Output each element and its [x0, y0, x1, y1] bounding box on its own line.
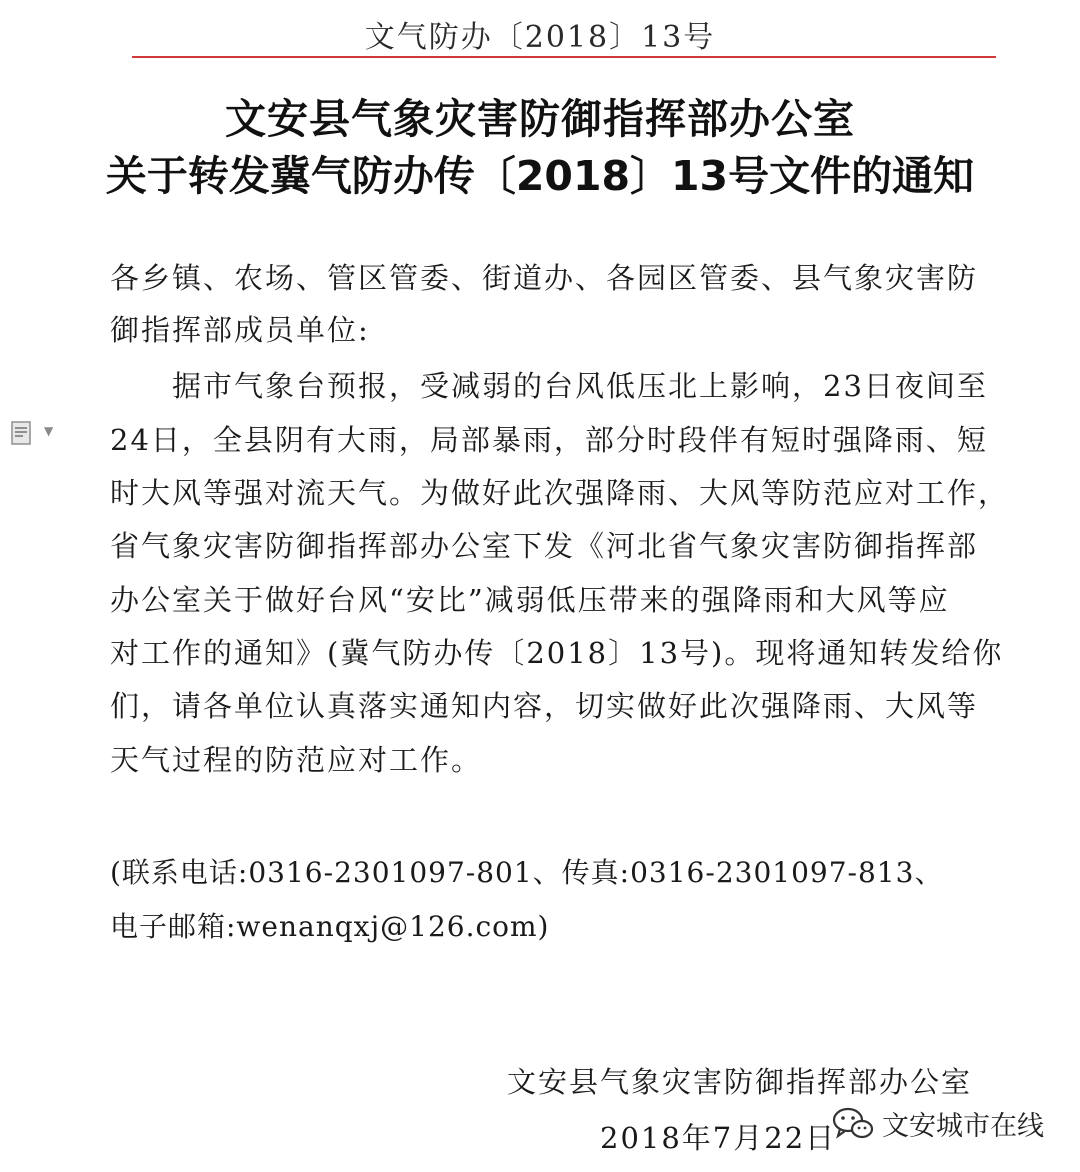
- body-line: 时大风等强对流天气。为做好此次强降雨、大风等防范应对工作，: [110, 476, 1010, 510]
- body-line: 各乡镇、农场、管区管委、街道办、各园区管委、县气象灾害防: [110, 261, 979, 295]
- doc-number: 文气防办〔2018〕13号: [364, 20, 716, 55]
- contact-info: [110, 846, 990, 954]
- body-line: 办公室关于做好台风“安比”减弱低压带来的强降雨和大风等应: [110, 583, 950, 617]
- contact-line-2: 电子邮箱:wenanqxj@126.com): [110, 910, 550, 943]
- title-line-1: 文安县气象灾害防御指挥部办公室: [225, 95, 855, 143]
- wechat-icon: [832, 1106, 874, 1142]
- body-line: 们，请各单位认真落实通知内容，切实做好此次强降雨、大风等: [110, 689, 979, 723]
- body-line: 据市气象台预报，受减弱的台风低压北上影响，23日夜间至: [172, 369, 988, 403]
- signature-org: 文安县气象灾害防御指挥部办公室: [506, 1065, 972, 1099]
- body-line: 对工作的通知》(冀气防办传〔2018〕13号)。现将通知转发给你: [110, 636, 1004, 670]
- body-line: 24日，全县阴有大雨，局部暴雨，部分时段伴有短时强降雨、短: [110, 423, 988, 457]
- document-side-icon[interactable]: [10, 420, 34, 446]
- watermark: [832, 1104, 1044, 1143]
- red-header-rule: [132, 56, 996, 58]
- body-line: 省气象灾害防御指挥部办公室下发《河北省气象灾害防御指挥部: [110, 529, 979, 563]
- title-line-2: 关于转发冀气防办传〔2018〕13号文件的通知: [105, 152, 975, 200]
- body-line: 御指挥部成员单位:: [110, 313, 370, 347]
- contact-line-1: (联系电话:0316-2301097-801、传真:0316-2301097-813、: [110, 856, 944, 889]
- watermark-text: 文安城市在线: [882, 1111, 1044, 1142]
- body-line: 天气过程的防范应对工作。: [110, 743, 483, 777]
- signature-date: 2018年7月22日: [600, 1121, 837, 1155]
- chevron-down-icon[interactable]: ▼: [44, 424, 54, 438]
